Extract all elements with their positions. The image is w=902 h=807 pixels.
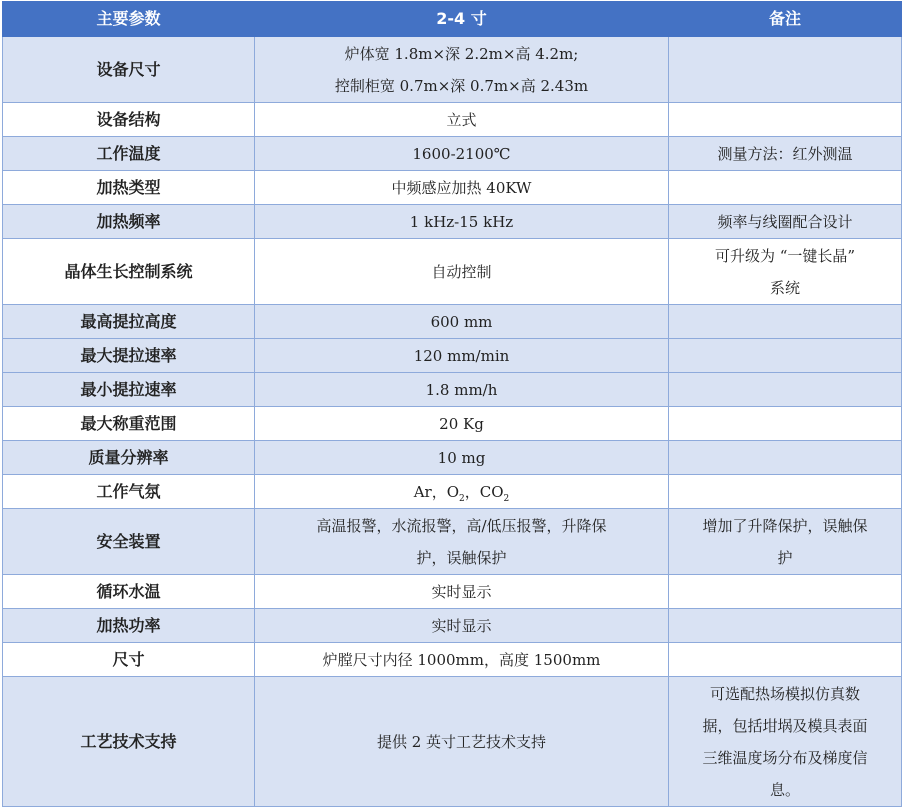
table-row: [3, 339, 902, 373]
value-cell: 立式: [255, 103, 669, 137]
value-cell: [255, 509, 669, 575]
value-cell: 炉膛尺寸内径 1000mm，高度 1500mm: [255, 643, 669, 677]
note-cell: [669, 509, 902, 575]
value-cell: 中频感应加热 40KW: [255, 171, 669, 205]
value-line: 高温报警，水流报警，高/低压报警，升降保: [316, 516, 607, 535]
gas-subscript: 2: [459, 493, 465, 504]
param-cell: 加热频率: [3, 205, 255, 239]
note-cell: [669, 305, 902, 339]
value-line: 炉体宽 1.8m×深 2.2m×高 4.2m;: [344, 44, 579, 63]
param-cell: 最大提拉速率: [3, 339, 255, 373]
table-row: [3, 643, 902, 677]
table-row: [3, 441, 902, 475]
note-cell: [669, 677, 902, 807]
note-line: 据，包括坩埚及模具表面: [702, 716, 868, 735]
table-row: [3, 407, 902, 441]
table-row: [3, 205, 902, 239]
table-row: [3, 575, 902, 609]
gas-subscript: 2: [503, 493, 510, 504]
table-row: [3, 239, 902, 305]
param-cell: 工作气氛: [3, 475, 255, 509]
param-cell: 加热功率: [3, 609, 255, 643]
table-row: [3, 609, 902, 643]
note-line: 可选配热场模拟仿真数: [709, 684, 860, 703]
note-line: 护: [777, 548, 793, 567]
note-cell: [669, 339, 902, 373]
value-cell: 1600-2100℃: [255, 137, 669, 171]
note-line: 增加了升降保护，误触保: [702, 516, 868, 535]
header-param: 主要参数: [3, 2, 255, 37]
note-line: 息。: [769, 780, 800, 799]
header-size: 2-4 寸: [255, 2, 669, 37]
param-cell: 最高提拉高度: [3, 305, 255, 339]
param-cell: 最小提拉速率: [3, 373, 255, 407]
value-cell: 1 kHz-15 kHz: [255, 205, 669, 239]
value-cell: [255, 475, 669, 509]
note-line: 系统: [769, 278, 800, 297]
note-cell: [669, 239, 902, 305]
param-cell: 晶体生长控制系统: [3, 239, 255, 305]
note-line: 三维温度场分布及梯度信: [702, 748, 868, 767]
param-cell: 安全装置: [3, 509, 255, 575]
table-row: [3, 37, 902, 103]
note-cell: [669, 475, 902, 509]
param-cell: 最大称重范围: [3, 407, 255, 441]
param-cell: 质量分辨率: [3, 441, 255, 475]
note-cell: [669, 103, 902, 137]
note-cell: [669, 171, 902, 205]
note-cell: [669, 441, 902, 475]
value-cell: 提供 2 英寸工艺技术支持: [255, 677, 669, 807]
table-row: [3, 137, 902, 171]
value-cell: 120 mm/min: [255, 339, 669, 373]
value-cell: 自动控制: [255, 239, 669, 305]
param-cell: 设备结构: [3, 103, 255, 137]
table-row: [3, 475, 902, 509]
value-line: 护，误触保护: [416, 548, 507, 567]
gas-text: Ar，O: [413, 482, 460, 501]
table-header-row: [3, 2, 902, 37]
header-note: 备注: [669, 2, 902, 37]
note-cell: [669, 643, 902, 677]
value-cell: 1.8 mm/h: [255, 373, 669, 407]
param-cell: 循环水温: [3, 575, 255, 609]
note-cell: [669, 407, 902, 441]
note-cell: [669, 37, 902, 103]
param-cell: 尺寸: [3, 643, 255, 677]
note-cell: [669, 373, 902, 407]
table-row: [3, 677, 902, 807]
note-cell: [669, 609, 902, 643]
gas-text: ，CO: [464, 482, 504, 501]
table-row: [3, 103, 902, 137]
value-cell: 20 Kg: [255, 407, 669, 441]
table-row: [3, 171, 902, 205]
note-cell: 测量方法：红外测温: [669, 137, 902, 171]
table-row: [3, 509, 902, 575]
note-line: 可升级为 “一键长晶”: [714, 246, 856, 265]
value-cell: 600 mm: [255, 305, 669, 339]
param-cell: 设备尺寸: [3, 37, 255, 103]
value-cell: [255, 37, 669, 103]
value-cell: 实时显示: [255, 609, 669, 643]
note-cell: [669, 575, 902, 609]
table-row: [3, 373, 902, 407]
param-cell: 工艺技术支持: [3, 677, 255, 807]
param-cell: 加热类型: [3, 171, 255, 205]
value-line: 控制柜宽 0.7m×深 0.7m×高 2.43m: [334, 76, 589, 95]
value-cell: 实时显示: [255, 575, 669, 609]
table-row: [3, 305, 902, 339]
param-cell: 工作温度: [3, 137, 255, 171]
value-cell: 10 mg: [255, 441, 669, 475]
spec-table: [2, 1, 902, 807]
note-cell: 频率与线圈配合设计: [669, 205, 902, 239]
